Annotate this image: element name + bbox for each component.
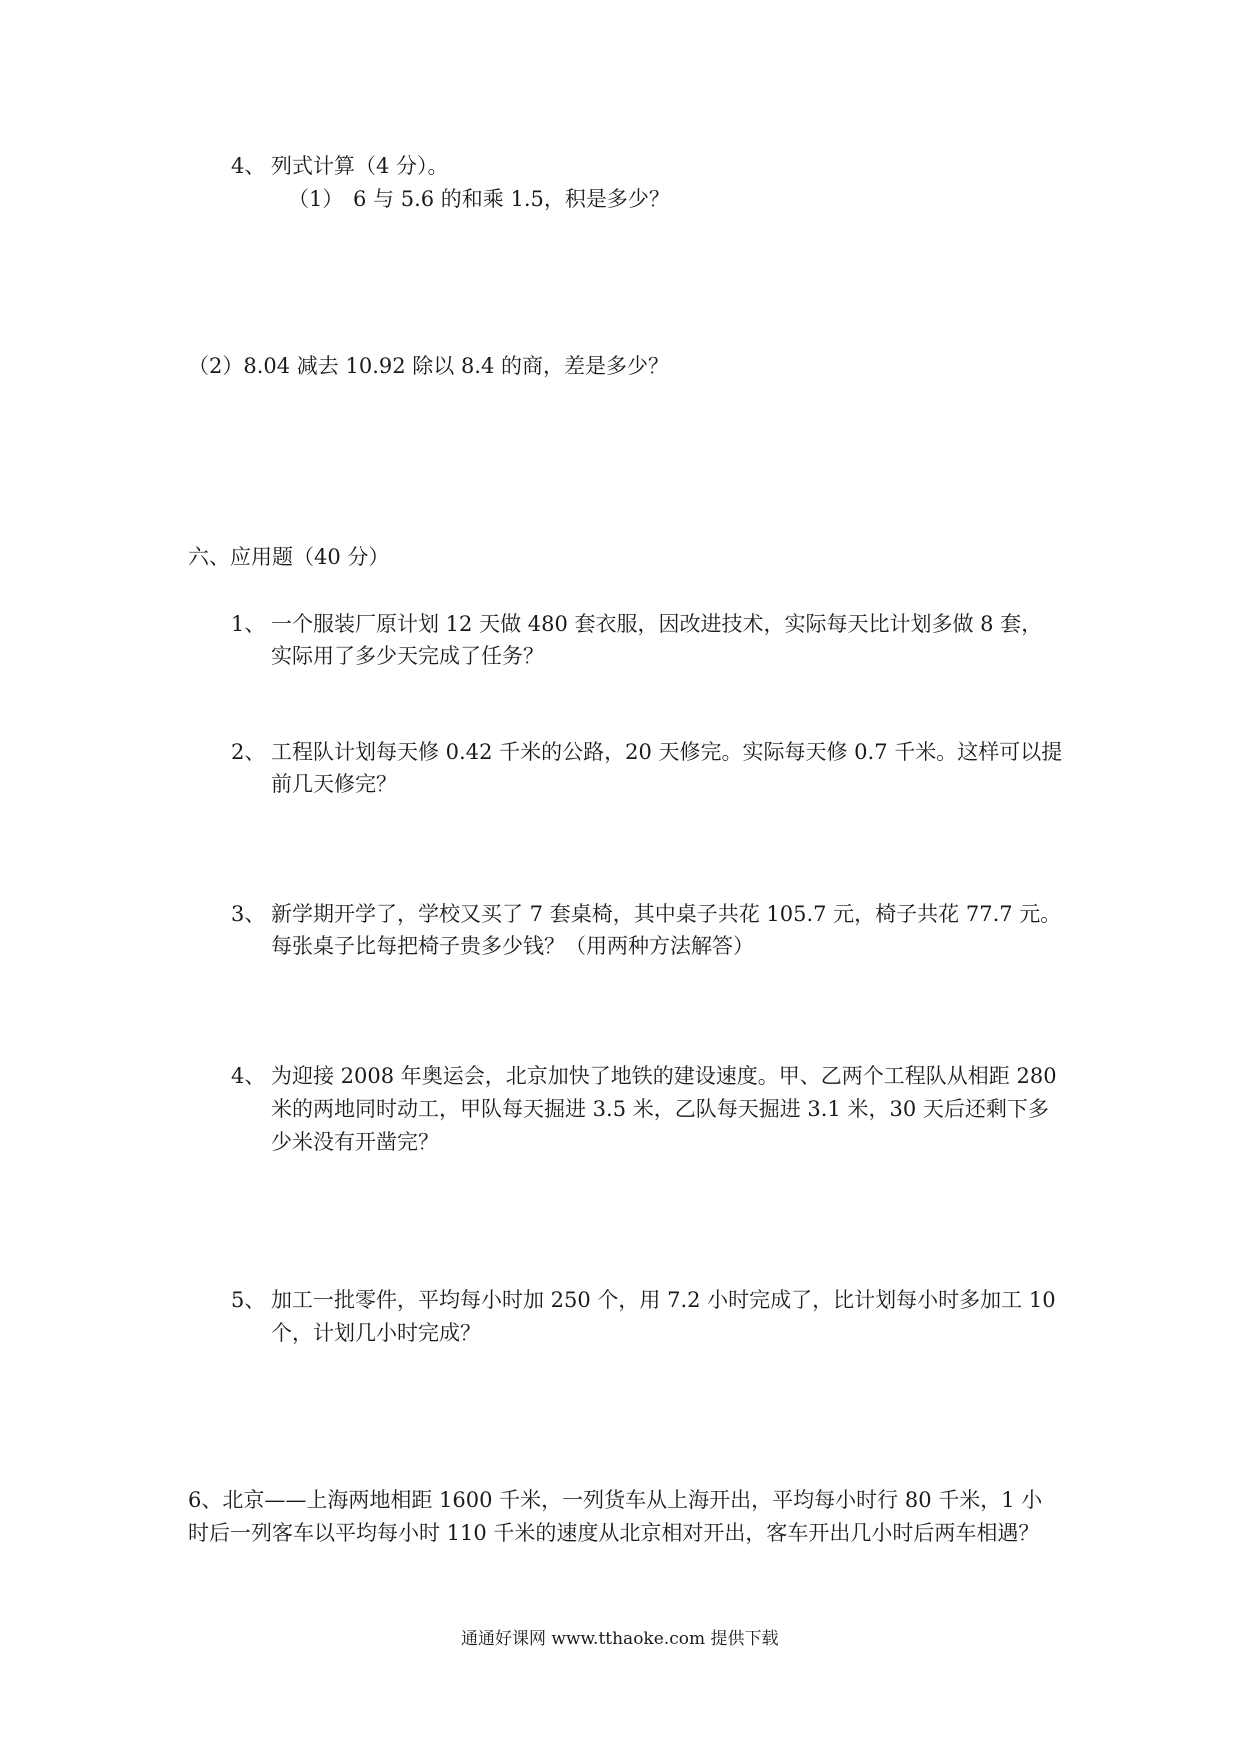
problem-3-number: 3、	[231, 902, 266, 926]
problem-1-line-2: 实际用了多少天完成了任务？	[271, 644, 544, 668]
calc-question-number: 4、	[231, 154, 266, 178]
problem-2-number: 2、	[231, 740, 266, 764]
problem-3-line-2: 每张桌子比每把椅子贵多少钱？（用两种方法解答）	[271, 934, 754, 958]
calc-subquestion-1-text: 6 与 5.6 的和乘 1.5，积是多少？	[353, 187, 670, 211]
problem-1-line-1: 一个服装厂原计划 12 天做 480 套衣服，因改进技术，实际每天比计划多做 8 套，	[271, 612, 1043, 636]
calc-subquestion-1-number: （1）	[288, 187, 344, 211]
problem-4-line-3: 少米没有开凿完？	[271, 1130, 439, 1154]
problem-3-line-1: 新学期开学了，学校又买了 7 套桌椅，其中桌子共花 105.7 元，椅子共花 77.7 元。	[271, 902, 1062, 926]
problem-5-line-2: 个，计划几小时完成？	[271, 1321, 481, 1345]
application-section-title: 六、应用题（40 分）	[188, 545, 390, 569]
problem-4-line-1: 为迎接 2008 年奥运会，北京加快了地铁的建设速度。甲、乙两个工程队从相距 280	[271, 1064, 1057, 1088]
problem-4-line-2: 米的两地同时动工，甲队每天掘进 3.5 米，乙队每天掘进 3.1 米，30 天后还剩下多	[271, 1097, 1049, 1121]
calc-subquestion-2-text: （2）8.04 减去 10.92 除以 8.4 的商，差是多少？	[188, 354, 670, 378]
calc-question-title: 列式计算（4 分）。	[271, 154, 449, 178]
problem-4-number: 4、	[231, 1064, 266, 1088]
problem-2-line-1: 工程队计划每天修 0.42 千米的公路，20 天修完。实际每天修 0.7 千米。这样可以提	[271, 740, 1063, 764]
problem-6-line-1: 6、北京——上海两地相距 1600 千米，一列货车从上海开出，平均每小时行 80 千米，1 小	[188, 1488, 1043, 1512]
problem-5-number: 5、	[231, 1288, 266, 1312]
problem-5-line-1: 加工一批零件，平均每小时加 250 个，用 7.2 小时完成了，比计划每小时多加工 10	[271, 1288, 1056, 1312]
problem-1-number: 1、	[231, 612, 266, 636]
problem-2-line-2: 前几天修完？	[271, 772, 397, 796]
problem-6-line-2: 时后一列客车以平均每小时 110 千米的速度从北京相对开出，客车开出几小时后两车相遇？	[188, 1521, 1040, 1545]
page-footer: 通通好课网 www.tthaoke.com 提供下载	[461, 1629, 779, 1649]
